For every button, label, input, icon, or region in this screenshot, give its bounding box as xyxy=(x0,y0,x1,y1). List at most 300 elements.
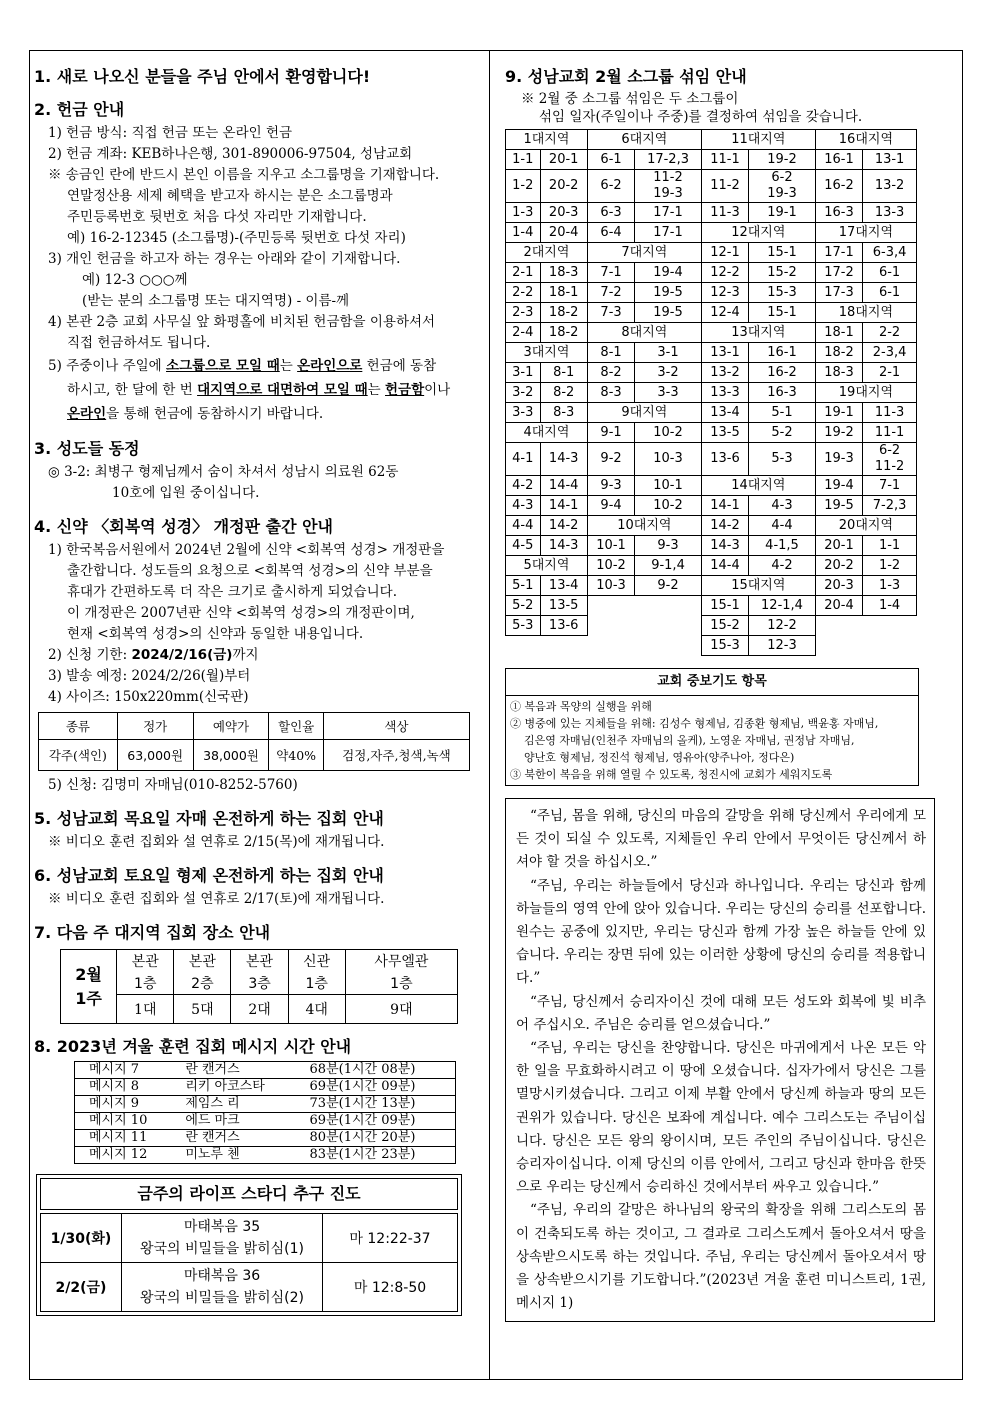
group-name: 9-4 xyxy=(587,496,634,516)
partner-group: 18-2 xyxy=(540,323,587,343)
group-name: 15-1 xyxy=(701,596,748,616)
group-name: 12-2 xyxy=(701,263,748,283)
region-header: 6대지역 xyxy=(587,130,701,150)
table-row xyxy=(506,423,917,443)
offering-method: 1) 헌금 방식: 직접 헌금 또는 온라인 헌금 xyxy=(48,125,293,141)
table-row xyxy=(506,323,917,343)
group-name: 17-1 xyxy=(815,243,862,263)
partner-group: 10-3 xyxy=(635,443,702,476)
partner-group: 4-2 xyxy=(749,556,816,576)
meeting-place-table xyxy=(60,949,458,1024)
group-name: 17-2 xyxy=(815,263,862,283)
message-speaker: 란 캔거스 xyxy=(171,1130,295,1147)
partner-group: 16-2 xyxy=(749,363,816,383)
message-duration: 83분(1시간 23분) xyxy=(296,1147,456,1164)
offering-online-3 xyxy=(34,402,474,426)
partner-group: 4-1,5 xyxy=(749,536,816,556)
news-line-1: ◎ 3-2: 최병구 형제님께서 숨이 차셔서 성남시 의료원 62동 xyxy=(48,464,399,480)
offering-personal-example: 예) 12-3 ○○○께 xyxy=(82,272,188,288)
message-speaker: 제임스 리 xyxy=(171,1096,295,1113)
place-floor: 1층 xyxy=(288,972,345,995)
study-title xyxy=(122,1214,323,1263)
message-duration: 73분(1시간 13분) xyxy=(296,1096,456,1113)
table-row xyxy=(506,536,917,556)
group-name: 17-3 xyxy=(815,283,862,303)
group-name: 14-1 xyxy=(701,496,748,516)
offering-box-2: 직접 헌금하셔도 됩니다. xyxy=(67,335,211,351)
partner-group: 20-4 xyxy=(540,223,587,243)
region-header: 3대지역 xyxy=(506,343,588,363)
region-header: 17대지역 xyxy=(815,223,916,243)
offering-example: 예) 16-2-12345 (소그룹명)-(주민등록 뒷번호 다섯 자리) xyxy=(67,230,406,246)
section-sisters-title: 5. 성남교회 목요일 자매 온전하게 하는 집회 안내 xyxy=(34,809,384,828)
region-header: 14대지역 xyxy=(701,476,815,496)
partner-group: 6-1 xyxy=(863,263,917,283)
group-name: 13-1 xyxy=(701,343,748,363)
partner-group: 20-3 xyxy=(540,203,587,223)
offering-online-text: 이나 xyxy=(424,382,451,398)
group-name: 14-2 xyxy=(701,516,748,536)
group-name: 7-1 xyxy=(587,263,634,283)
offering-online-text: 헌금에 동참 xyxy=(362,358,437,374)
partner-group: 11-1 xyxy=(863,423,917,443)
ministry-quote xyxy=(505,798,935,1322)
region-header: 20대지역 xyxy=(815,516,916,536)
table-row xyxy=(506,343,917,363)
message-number: 메시지 10 xyxy=(75,1113,172,1130)
table-row xyxy=(506,516,917,536)
table-row xyxy=(75,1079,456,1096)
table-row xyxy=(506,576,917,596)
group-name: 5-3 xyxy=(506,616,541,636)
table-row xyxy=(506,363,917,383)
table-header: 할인율 xyxy=(269,713,324,740)
group-name: 12-4 xyxy=(701,303,748,323)
partner-group: 12-1,4 xyxy=(749,596,816,616)
partner-group: 11-3 xyxy=(863,403,917,423)
partner-group: 20-2 xyxy=(540,170,587,203)
region-header: 9대지역 xyxy=(587,403,701,423)
bible-deadline-date: 2024/2/16(금) xyxy=(131,647,233,663)
table-row xyxy=(75,1113,456,1130)
table-row xyxy=(506,383,917,403)
partner-group: 4-4 xyxy=(749,516,816,536)
partner-group: 7-1 xyxy=(863,476,917,496)
message-number: 메시지 9 xyxy=(75,1096,172,1113)
table-row xyxy=(506,616,917,636)
section-bible-title: 4. 신약 〈회복역 성경〉 개정판 출간 안내 xyxy=(34,517,334,536)
prayer-item: ① 복음과 목양의 실행을 위해 xyxy=(510,700,652,713)
study-date: 1/30(화) xyxy=(41,1214,122,1263)
quote-paragraph: “주님, 우리는 당신을 찬양합니다. 당신은 마귀에게서 나온 모든 악한 일을 무효화하시려고 이 땅에 오셨습니다. 십자가에서 당신은 그를 멸망시키셨습니다. 그리고 이제 부활 안에서 당신께 하늘과 땅의 모든 권위가 있습니다. 당신은 보좌에 계십니다. 예수 그리스도는 주님이십니다. 당신은 모든 왕의 왕이시며, 모든 주인의 주님이십니다. 당신은 승리자이십니다. 이제 당신의 이름 안에서, 그리고 당신과 한마음 한뜻으로 우리는 당신께서 승리하신 것에서부터 싸우고 있습니다.” xyxy=(516,1040,926,1196)
group-name: 18-2 xyxy=(815,343,862,363)
group-name: 4-5 xyxy=(506,536,541,556)
bible-line-4: 이 개정판은 2007년판 신약 <회복역 성경>의 개정판이며, xyxy=(67,605,415,621)
group-name: 4-3 xyxy=(506,496,541,516)
week-number: 1주 xyxy=(75,988,102,1008)
prayer-body xyxy=(506,696,918,785)
region-header: 13대지역 xyxy=(701,323,815,343)
partner-group: 17-2,3 xyxy=(635,150,702,170)
bible-deadline-label: 2) 신청 기한: xyxy=(48,647,132,663)
message-speaker: 에드 마크 xyxy=(171,1113,295,1130)
group-name: 16-2 xyxy=(815,170,862,203)
region-header: 18대지역 xyxy=(815,303,916,323)
quote-paragraph: “주님, 우리의 갈망은 하나님의 왕국의 확장을 위해 그리스도의 몸이 건축되도록 하는 것이고, 그 결과로 그리스도께서 돌아오셔서 땅을 상속받으시도록 하는 것입니다. 주님, 우리는 당신께서 돌아오셔서 땅을 상속받으시기를 기도합니다.”(2023년 겨울 훈련 미니스트리, 1권, 메시지 1) xyxy=(516,1202,926,1312)
message-speaker: 리키 아코스타 xyxy=(171,1079,295,1096)
group-name: 18-3 xyxy=(815,363,862,383)
quote-paragraph: “주님, 우리는 하늘들에서 당신과 하나입니다. 우리는 당신과 함께 하늘들의 영역 안에 앉아 있습니다. 우리는 당신의 승리를 선포합니다. 원수는 공중에 있지만, 우리는 당신과 함께 가장 높은 하늘들 안에 있습니다. 우리는 장면 뒤에 있는 이러한 상황에 당신의 승리를 적용합니다.” xyxy=(516,877,926,987)
group-name: 4-4 xyxy=(506,516,541,536)
message-duration: 69분(1시간 09분) xyxy=(296,1079,456,1096)
partner-group: 18-3 xyxy=(540,263,587,283)
section-welcome-title: 1. 새로 나오신 분들을 주님 안에서 환영합니다! xyxy=(34,67,371,86)
group-name: 20-1 xyxy=(815,536,862,556)
offering-personal: 3) 개인 헌금을 하고자 하는 경우는 아래와 같이 기재합니다. xyxy=(48,251,401,267)
place-building: 사무엘관 xyxy=(345,950,457,973)
offering-online-1 xyxy=(34,354,474,378)
place-floor: 3층 xyxy=(231,972,288,995)
group-note-2: 섞임 일자(주일이나 주중)를 결정하여 섞임을 갖습니다. xyxy=(539,109,863,125)
partner-group: 10-2 xyxy=(635,423,702,443)
column-divider xyxy=(489,50,490,1380)
partner-group: 2-3,4 xyxy=(863,343,917,363)
message-number: 메시지 8 xyxy=(75,1079,172,1096)
brothers-note: ※ 비디오 훈련 집회와 설 연휴로 2/17(토)에 재개됩니다. xyxy=(48,891,385,907)
left-column xyxy=(34,58,474,1316)
partner-group: 9-2 xyxy=(635,576,702,596)
partner-group: 5-3 xyxy=(749,443,816,476)
place-building: 본관 xyxy=(117,950,174,973)
quote-paragraph: “주님, 당신께서 승리자이신 것에 대해 모든 성도와 회복에 빛 비추어 주십시오. 주님은 승리를 얻으셨습니다.” xyxy=(516,993,926,1033)
group-name: 14-3 xyxy=(701,536,748,556)
group-name: 2-3 xyxy=(506,303,541,323)
message-speaker: 란 캔거스 xyxy=(171,1062,295,1079)
bible-line-2: 출간합니다. 성도들의 요청으로 <회복역 성경>의 신약 부분을 xyxy=(67,563,433,579)
group-name: 1-2 xyxy=(506,170,541,203)
table-row xyxy=(41,1214,458,1263)
partner-group: 18-2 xyxy=(540,303,587,323)
table-cell: 63,000원 xyxy=(117,740,193,771)
life-study-table xyxy=(40,1213,458,1312)
offering-online-text: 5) 주중이나 주일에 xyxy=(48,358,167,374)
partner-group: 3-1 xyxy=(635,343,702,363)
partner-group: 9-3 xyxy=(635,536,702,556)
partner-group: 2-1 xyxy=(863,363,917,383)
partner-group: 3-3 xyxy=(635,383,702,403)
partner-group: 13-1 xyxy=(863,150,917,170)
table-row xyxy=(506,223,917,243)
group-name: 13-4 xyxy=(701,403,748,423)
offering-note-2: 연말정산용 세제 혜택을 받고자 하시는 분은 소그룹명과 xyxy=(67,188,393,204)
offering-box: 4) 본관 2층 교회 사무실 앞 화평홀에 비치된 헌금함을 이용하셔서 xyxy=(48,314,436,330)
group-name: 8-1 xyxy=(587,343,634,363)
group-name: 19-3 xyxy=(815,443,862,476)
group-name: 16-1 xyxy=(815,150,862,170)
group-name: 4-2 xyxy=(506,476,541,496)
offering-online-text: 하시고, 한 달에 한 번 xyxy=(67,382,198,398)
table-row xyxy=(75,1147,456,1164)
message-number: 메시지 11 xyxy=(75,1130,172,1147)
partner-group: 9-1,4 xyxy=(635,556,702,576)
study-title xyxy=(122,1263,323,1312)
group-name: 12-1 xyxy=(701,243,748,263)
place-region: 2대 xyxy=(231,995,288,1024)
prayer-item: ② 병중에 있는 지체들을 위해: 김성수 형제님, 김종환 형제님, 백윤홍 자매님, xyxy=(510,717,879,730)
partner-group: 19-5 xyxy=(635,303,702,323)
group-name: 18-1 xyxy=(815,323,862,343)
group-name: 2-1 xyxy=(506,263,541,283)
partner-group: 20-1 xyxy=(540,150,587,170)
study-reference: 마 12:22-37 xyxy=(323,1214,458,1263)
group-name: 9-1 xyxy=(587,423,634,443)
partner-group: 8-1 xyxy=(540,363,587,383)
offering-note: ※ 송금인 란에 반드시 본인 이름을 지우고 소그룹명을 기재합니다. xyxy=(48,167,440,183)
quote-paragraph: “주님, 몸을 위해, 당신의 마음의 갈망을 위해 당신께서 우리에게 모든 것이 되실 수 있도록, 지체들인 우리 안에서 무엇이든 당신께서 하셔야 할 것을 하십시오.” xyxy=(516,808,926,871)
prayer-item: 김은영 자매님(인천주 자매님의 올케), 노영운 자매님, 권정남 자매님, xyxy=(524,734,855,747)
table-row xyxy=(506,496,917,516)
study-message: 왕국의 비밀들을 밝히심(2) xyxy=(140,1290,304,1306)
table-cell: 약40% xyxy=(269,740,324,771)
section-offering-title: 2. 헌금 안내 xyxy=(34,100,125,119)
group-name: 12-3 xyxy=(701,283,748,303)
region-header: 11대지역 xyxy=(701,130,815,150)
partner-group: 15-1 xyxy=(749,243,816,263)
section-brothers-title: 6. 성남교회 토요일 형제 온전하게 하는 집회 안내 xyxy=(34,866,384,885)
table-header: 색상 xyxy=(323,713,469,740)
emphasis-small-group: 소그룹으로 모일 때 xyxy=(166,358,280,374)
group-name: 13-3 xyxy=(701,383,748,403)
group-name: 10-3 xyxy=(587,576,634,596)
group-name: 5-1 xyxy=(506,576,541,596)
table-cell: 검정,자주,청색,녹색 xyxy=(323,740,469,771)
partner-group: 15-3 xyxy=(749,283,816,303)
group-name: 15-3 xyxy=(701,636,748,656)
place-floor: 1층 xyxy=(345,972,457,995)
partner-group: 1-3 xyxy=(863,576,917,596)
group-name: 14-4 xyxy=(701,556,748,576)
region-header: 12대지역 xyxy=(701,223,815,243)
empty-cell xyxy=(815,616,916,636)
week-month: 2월 xyxy=(75,964,102,984)
partner-group: 1-1 xyxy=(863,536,917,556)
group-name: 13-2 xyxy=(701,363,748,383)
offering-account: 2) 헌금 계좌: KEB하나은행, 301-890006-97504, 성남교회 xyxy=(48,146,413,162)
partner-group: 19-4 xyxy=(635,263,702,283)
partner-group: 7-2,3 xyxy=(863,496,917,516)
partner-group: 14-2 xyxy=(540,516,587,536)
offering-note-3: 주민등록번호 뒷번호 처음 다섯 자리만 기재합니다. xyxy=(67,209,367,225)
table-cell: 38,000원 xyxy=(193,740,269,771)
partner-group: 14-4 xyxy=(540,476,587,496)
region-header: 5대지역 xyxy=(506,556,588,576)
bible-deadline-suffix: 까지 xyxy=(232,647,259,663)
table-row xyxy=(506,203,917,223)
study-date: 2/2(금) xyxy=(41,1263,122,1312)
life-study-box xyxy=(36,1174,462,1316)
region-header: 8대지역 xyxy=(587,323,701,343)
group-name: 11-2 xyxy=(701,170,748,203)
group-name: 2-4 xyxy=(506,323,541,343)
message-duration: 80분(1시간 20분) xyxy=(296,1130,456,1147)
partner-group: 17-1 xyxy=(635,223,702,243)
table-header: 종류 xyxy=(39,713,118,740)
partner-group: 11-2 19-3 xyxy=(635,170,702,203)
table-row xyxy=(75,1062,456,1079)
partner-group: 1-2 xyxy=(863,556,917,576)
group-name: 7-2 xyxy=(587,283,634,303)
table-row xyxy=(506,303,917,323)
place-floor: 1층 xyxy=(117,972,174,995)
place-region: 9대 xyxy=(345,995,457,1024)
sisters-note: ※ 비디오 훈련 집회와 설 연휴로 2/15(목)에 재개됩니다. xyxy=(48,834,385,850)
table-row xyxy=(506,283,917,303)
section-messages-title: 8. 2023년 겨울 훈련 집회 메시지 시간 안내 xyxy=(34,1037,352,1056)
partner-group: 16-3 xyxy=(749,383,816,403)
message-number: 메시지 12 xyxy=(75,1147,172,1164)
week-label xyxy=(61,950,117,1024)
group-name: 6-2 xyxy=(587,170,634,203)
table-row xyxy=(506,636,917,656)
table-row xyxy=(75,1096,456,1113)
emphasis-online: 온라인으로 xyxy=(297,358,363,374)
table-row xyxy=(41,1263,458,1312)
group-name: 10-2 xyxy=(587,556,634,576)
group-name: 13-6 xyxy=(701,443,748,476)
group-name: 20-3 xyxy=(815,576,862,596)
partner-group: 19-2 xyxy=(749,150,816,170)
place-region: 1대 xyxy=(117,995,174,1024)
table-row xyxy=(506,476,917,496)
partner-group: 17-1 xyxy=(635,203,702,223)
prayer-title: 교회 중보기도 항목 xyxy=(506,669,918,696)
partner-group: 14-1 xyxy=(540,496,587,516)
partner-group: 4-3 xyxy=(749,496,816,516)
partner-group: 19-5 xyxy=(635,283,702,303)
region-header: 7대지역 xyxy=(587,243,701,263)
group-name: 9-3 xyxy=(587,476,634,496)
table-header: 정가 xyxy=(117,713,193,740)
bible-deadline xyxy=(34,645,474,666)
table-row xyxy=(506,150,917,170)
prayer-box xyxy=(505,668,919,786)
partner-group: 15-1 xyxy=(749,303,816,323)
partner-group: 16-1 xyxy=(749,343,816,363)
group-name: 11-3 xyxy=(701,203,748,223)
partner-group: 14-3 xyxy=(540,536,587,556)
study-book: 마태복음 35 xyxy=(183,1219,261,1235)
partner-group: 12-3 xyxy=(749,636,816,656)
group-name: 5-2 xyxy=(506,596,541,616)
message-duration: 68분(1시간 08분) xyxy=(296,1062,456,1079)
partner-group: 10-2 xyxy=(635,496,702,516)
group-name: 6-3 xyxy=(587,203,634,223)
region-header: 19대지역 xyxy=(815,383,916,403)
group-name: 9-2 xyxy=(587,443,634,476)
group-name: 3-2 xyxy=(506,383,541,403)
prayer-item: ③ 북한이 복음을 위해 열릴 수 있도록, 청진시에 교회가 세워지도록 xyxy=(510,768,833,781)
partner-group: 5-2 xyxy=(749,423,816,443)
group-name: 10-1 xyxy=(587,536,634,556)
bible-line-5: 현재 <회복역 성경>의 신약과 동일한 내용입니다. xyxy=(67,626,364,642)
group-name: 19-4 xyxy=(815,476,862,496)
table-row xyxy=(506,263,917,283)
group-name: 20-2 xyxy=(815,556,862,576)
group-name: 3-1 xyxy=(506,363,541,383)
empty-cell xyxy=(587,636,701,656)
region-header: 15대지역 xyxy=(701,576,815,596)
prayer-item: 양난호 형제님, 정진석 형제님, 영유아(양주나아, 정다은) xyxy=(524,751,795,764)
offering-online-text: 는 xyxy=(367,382,386,398)
group-name: 15-2 xyxy=(701,616,748,636)
study-book: 마태복음 36 xyxy=(183,1268,261,1284)
bible-price-table xyxy=(38,712,470,771)
partner-group: 14-3 xyxy=(540,443,587,476)
partner-group: 8-3 xyxy=(540,403,587,423)
group-name: 1-1 xyxy=(506,150,541,170)
partner-group: 5-1 xyxy=(749,403,816,423)
place-region: 5대 xyxy=(174,995,231,1024)
group-name: 11-1 xyxy=(701,150,748,170)
partner-group: 8-2 xyxy=(540,383,587,403)
table-row xyxy=(506,170,917,203)
partner-group: 1-4 xyxy=(863,596,917,616)
partner-group: 3-2 xyxy=(635,363,702,383)
group-name: 13-5 xyxy=(701,423,748,443)
group-name: 8-2 xyxy=(587,363,634,383)
offering-online-2 xyxy=(34,378,474,402)
life-study-title: 금주의 라이프 스타디 추구 진도 xyxy=(40,1178,458,1210)
emphasis-region-meeting: 대지역으로 대면하여 모일 때 xyxy=(197,382,368,398)
place-building: 본관 xyxy=(174,950,231,973)
region-header: 10대지역 xyxy=(587,516,701,536)
group-name: 3-3 xyxy=(506,403,541,423)
group-name: 6-1 xyxy=(587,150,634,170)
partner-group: 15-2 xyxy=(749,263,816,283)
group-name: 4-1 xyxy=(506,443,541,476)
group-name: 16-3 xyxy=(815,203,862,223)
right-column xyxy=(505,58,955,1322)
place-floor: 2층 xyxy=(174,972,231,995)
partner-group: 13-2 xyxy=(863,170,917,203)
partner-group: 6-2 19-3 xyxy=(749,170,816,203)
table-row xyxy=(506,556,917,576)
partner-group: 6-1 xyxy=(863,283,917,303)
message-time-table xyxy=(74,1061,456,1164)
partner-group: 18-1 xyxy=(540,283,587,303)
group-name: 8-3 xyxy=(587,383,634,403)
study-reference: 마 12:8-50 xyxy=(323,1263,458,1312)
empty-cell xyxy=(815,636,916,656)
place-building: 본관 xyxy=(231,950,288,973)
partner-group: 13-5 xyxy=(540,596,587,616)
message-number: 메시지 7 xyxy=(75,1062,172,1079)
section-news-title: 3. 성도들 동정 xyxy=(34,439,140,458)
offering-online-text: 을 통해 헌금에 동참하시기 바랍니다. xyxy=(106,406,324,422)
group-name: 20-4 xyxy=(815,596,862,616)
table-row xyxy=(506,130,917,150)
news-line-2: 10호에 입원 중이십니다. xyxy=(112,485,260,501)
table-row xyxy=(506,443,917,476)
bible-line-1: 1) 한국복음서원에서 2024년 2월에 신약 <회복역 성경> 개정판을 xyxy=(48,542,445,558)
empty-cell xyxy=(506,636,588,656)
partner-group: 19-1 xyxy=(749,203,816,223)
bible-apply: 5) 신청: 김명미 자매님(010-8252-5760) xyxy=(48,777,298,793)
partner-group: 6-3,4 xyxy=(863,243,917,263)
emphasis-offering-box: 헌금함 xyxy=(385,382,425,398)
empty-cell xyxy=(587,596,701,616)
partner-group: 10-1 xyxy=(635,476,702,496)
